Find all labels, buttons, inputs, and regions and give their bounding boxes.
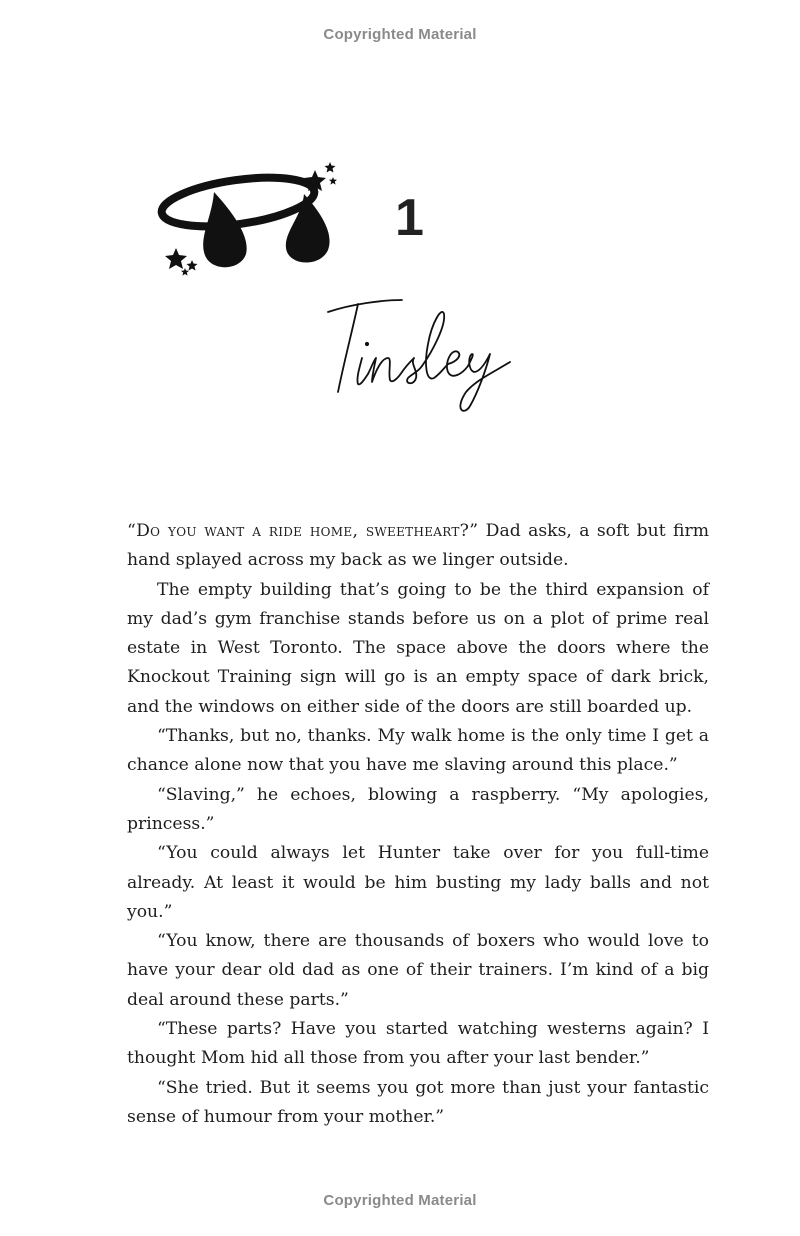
opening-paragraph bbox=[127, 517, 709, 576]
copyright-watermark-top: Copyrighted Material bbox=[323, 26, 477, 43]
chapter-number: 1 bbox=[395, 189, 424, 247]
halo-horns-icon bbox=[152, 158, 342, 280]
body-paragraph: “Slaving,” he echoes, blowing a raspberry. “My apologies, princess.” bbox=[127, 784, 709, 834]
body-paragraph: “You could always let Hunter take over for you full-time already. At least it would be him busting my lady balls and not you.” bbox=[127, 843, 709, 922]
copyright-watermark-bottom: Copyrighted Material bbox=[323, 1192, 477, 1209]
opening-smallcaps-dialogue: “Do you want a ride home, sweetheart?” bbox=[127, 521, 479, 541]
chapter-body-text bbox=[127, 517, 709, 1132]
body-paragraph: “She tried. But it seems you got more than just your fantastic sense of humour from your mother.” bbox=[127, 1077, 709, 1127]
body-paragraph: “Thanks, but no, thanks. My walk home is the only time I get a chance alone now that you have me slaving around this place.” bbox=[127, 726, 709, 776]
chapter-name-script bbox=[322, 292, 522, 418]
body-paragraph: “These parts? Have you started watching westerns again? I thought Mom hid all those from you after your last bender.” bbox=[127, 1019, 709, 1069]
body-paragraph: The empty building that’s going to be the third expansion of my dad’s gym franchise stands before us on a plot of prime real estate in West Toronto. The space above the doors where the Knockout Training sign will go is an empty space of dark brick, and the windows on either side of the doors are still boarded up. bbox=[127, 579, 709, 717]
opening-paragraph-rest: Dad asks, a soft but firm hand splayed across my back as we linger outside. bbox=[127, 521, 709, 571]
body-paragraph: “You know, there are thousands of boxers who would love to have your dear old dad as one of their trainers. I’m kind of a big deal around these parts.” bbox=[127, 931, 709, 1010]
